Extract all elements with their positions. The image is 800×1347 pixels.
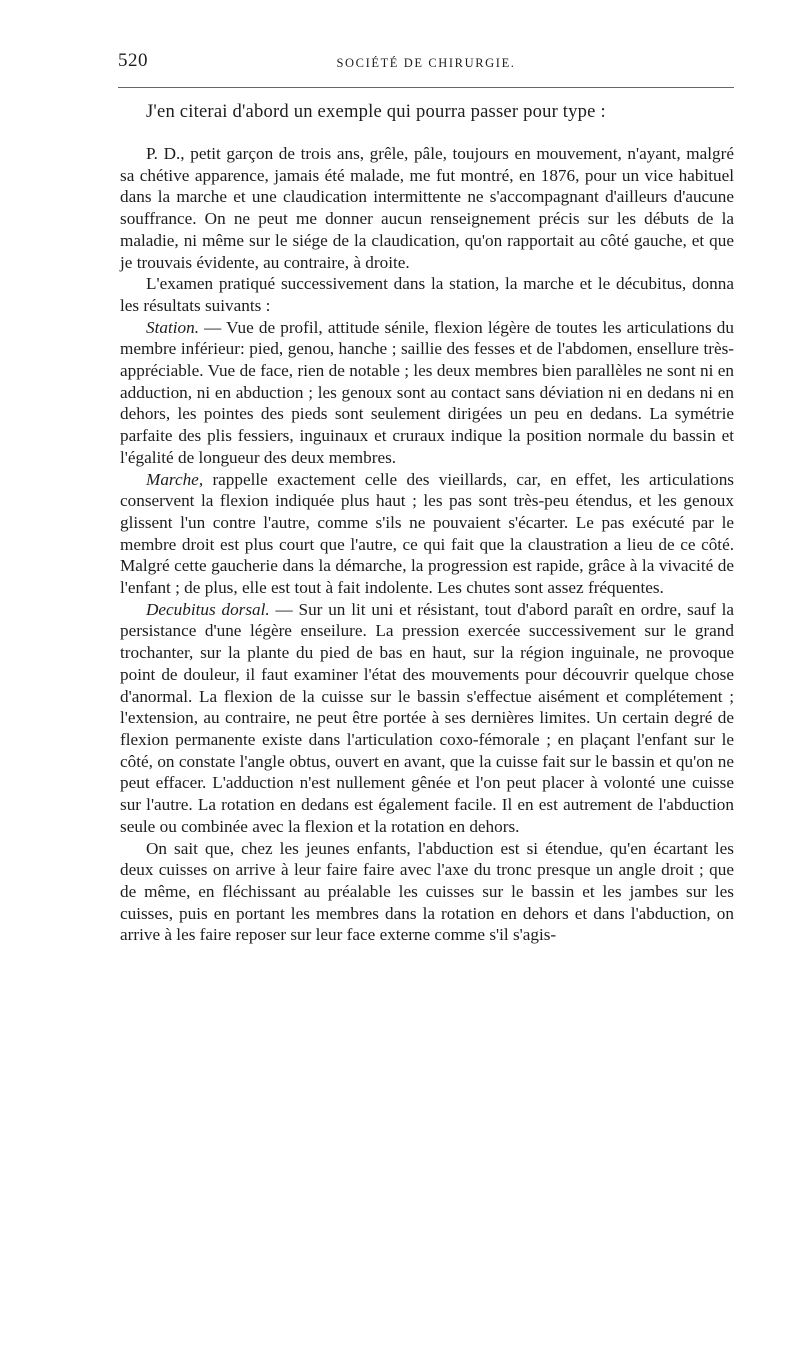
header-rule [118, 87, 734, 88]
marche-text: rappelle exactement celle des vieillards, car, en effet, les articulations conservent la flexion indiquée plus haut ; les pas sont très-peu étendus, et les genoux glissent l'un contre l'autre, comme s'ils ne pouvaient s'écarter. Le pas exécuté par le membre droit est plus court que l'autre, ce qui fait que la claustration a lieu de ce côté. Malgré cette gaucherie dans la démarche, la progression est rapide, grâce à la vivacité de l'enfant ; de plus, elle est tout à fait indolente. Les chutes sont assez fréquentes. [120, 469, 734, 598]
station-text: — Vue de profil, attitude sénile, flexion légère de toutes les articulations du membre inférieur: pied, genou, hanche ; saillie des fesses et de l'abdomen, ensellure très-appréciable. Vue de face, rien de notable ; les deux membres bien parallèles ne sont ni en adduction, ni en abduction ; les genoux sont au contact sans déviation ni en dedans ni en dehors, les pointes des pieds sont seulement dirigées un peu en dedans. La symétrie parfaite des plis fessiers, inguinaux et cruraux indique la position normale du bassin et l'égalité de longueur des deux membres. [120, 317, 734, 467]
paragraph-decubitus [120, 599, 734, 838]
page-number: 520 [118, 50, 148, 71]
paragraph-examen: L'examen pratiqué successivement dans la station, la marche et le décubitus, donna les résultats suivants : [120, 274, 734, 315]
station-lead: Station. [146, 317, 199, 337]
marche-lead: Marche, [146, 469, 204, 489]
paragraph-case: P. D., petit garçon de trois ans, grêle, pâle, toujours en mouvement, n'ayant, malgré sa chétive apparence, jamais été malade, me fut montré, en 1876, pour un vice habituel dans la marche et une claudication intermittente ne s'accompagnant d'ailleurs d'aucune souffrance. On ne peut me donner aucun renseignement précis sur les débuts de la maladie, ni même sur le siége de la claudication, qu'on rapportait au côté gauche, et que je trouvais évidente, au contraire, à droite. [120, 144, 734, 272]
body-text [120, 100, 734, 946]
page-header [118, 48, 734, 78]
running-head: SOCIÉTÉ DE CHIRURGIE. [336, 56, 516, 70]
paragraph-abduction: On sait que, chez les jeunes enfants, l'abduction est si étendue, qu'en écartant les deux cuisses on arrive à leur faire faire avec l'axe du tronc presque un angle droit ; que de même, en fléchissant au préalable les cuisses sur le bassin et les jambes sur les cuisses, puis en portant les membres dans la rotation en dehors et dans l'abduction, on arrive à les faire reposer sur leur face externe comme s'il s'agis- [120, 838, 734, 945]
paragraph-marche [120, 469, 734, 599]
paragraph-station [120, 317, 734, 469]
intro-paragraph: J'en citerai d'abord un exemple qui pourra passer pour type : [146, 101, 606, 122]
decubitus-lead: Decubitus dorsal. [146, 599, 270, 619]
decubitus-text: — Sur un lit uni et résistant, tout d'abord paraît en ordre, sauf la persistance d'une légère enseilure. La pression exercée successivement sur le grand trochanter, sur la plante du pied de bas en haut, sur la région inguinale, ne provoque point de douleur, il faut examiner l'état des mouvements pour découvrir quelque chose d'anormal. La flexion de la cuisse sur le bassin s'effectue aisément et complétement ; l'extension, au contraire, ne peut être portée à ses dernières limites. Un certain degré de flexion permanente existe dans l'articulation coxo-fémorale ; en plaçant l'enfant sur le côté, on constate l'angle obtus, ouvert en avant, que la cuisse fait sur le bassin et qu'on ne peut effacer. L'adduction n'est nullement gênée et l'on peut placer à volonté une cuisse sur l'autre. La rotation en dedans est également facile. Il en est autrement de l'abduction seule ou combinée avec la flexion et la rotation en dehors. [120, 599, 735, 836]
